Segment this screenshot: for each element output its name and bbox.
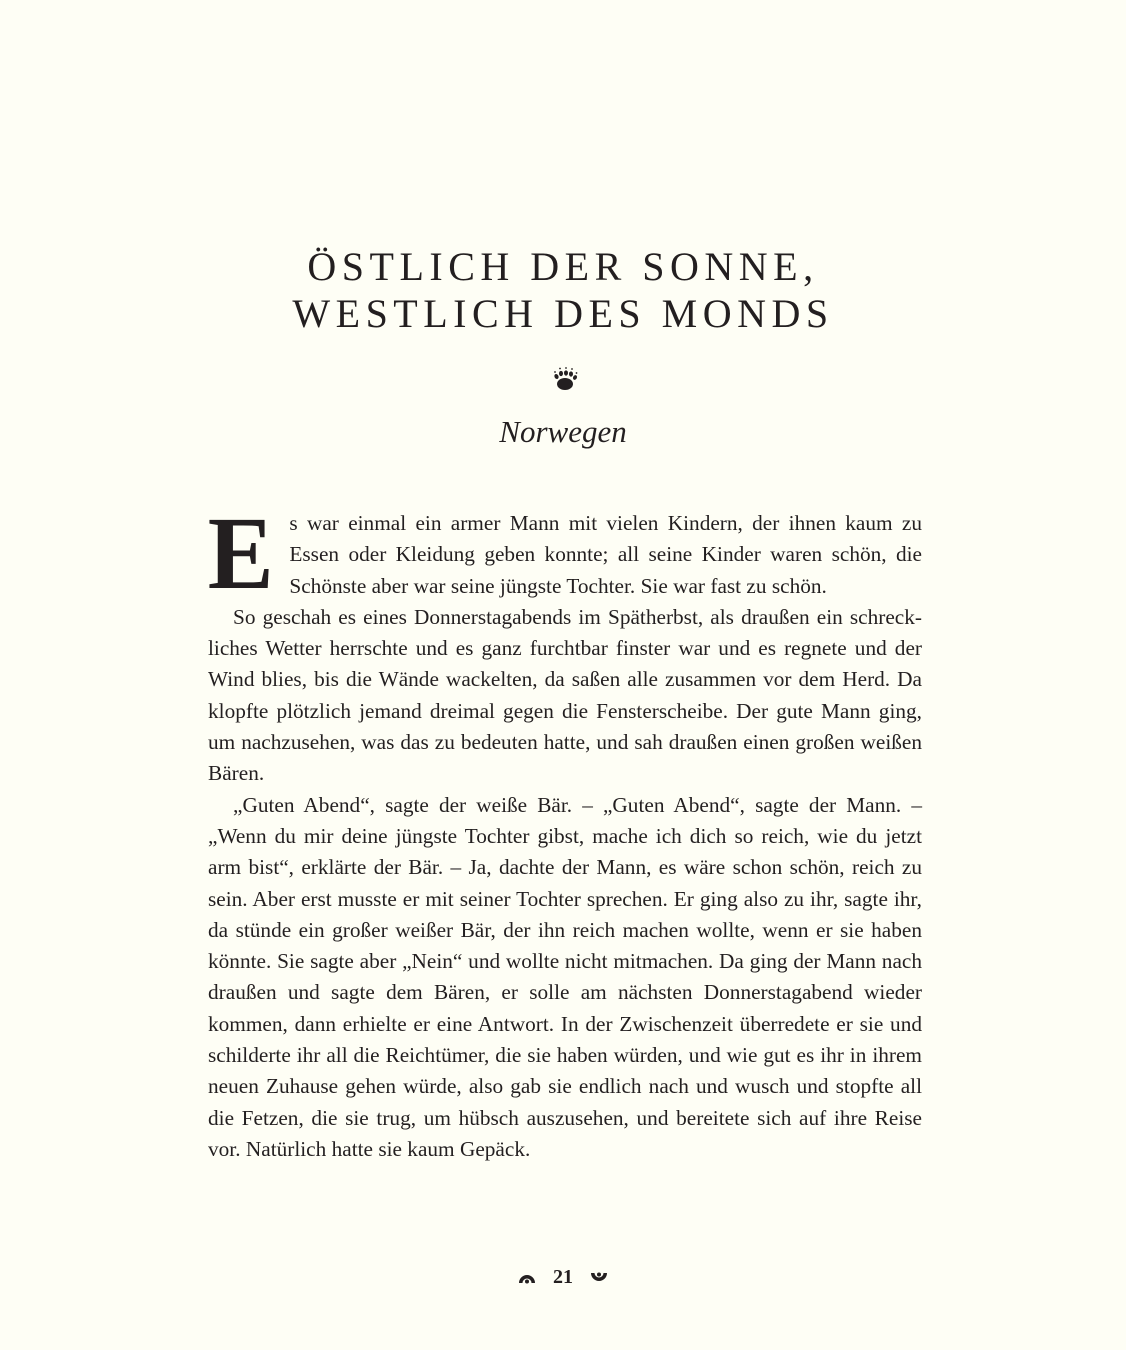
bear-paw-icon xyxy=(551,365,579,393)
paragraph-1 xyxy=(207,496,922,611)
paragraph-1-text: s war einmal ein armer Mann mit vielen Kindern, der ihnen kaum zu Essen oder Kleidung geben konnte; all seine Kinder waren schön, die Schönste aber war seine jüngste Tochter. Sie war fast zu schön. xyxy=(289,511,922,598)
paragraph-3: „Guten Abend“, sagte der weiße Bär. – „Guten Abend“, sagte der Mann. – „Wenn du mir deine jüngste Tochter gibst, mache ich dich so reich, wie du jetzt arm bist“, erklärte der Bär. – Ja, dachte der Mann, es wäre schon schön, reich zu sein. Aber erst musste er mit seiner Tochter sprechen. Er ging also zu ihr, sagte ihr, da stünde ein großer weißer Bär, der ihn reich machen wollte, wenn er sie haben könnte. Sie sagte aber „Nein“ und wollte nicht mitmachen. Da ging der Mann nach draußen und sagte dem Bären, er solle am nächsten Donnerstagabend wieder kommen, dann erhielte er eine Antwort. In der Zwischenzeit überredete er sie und schilderte ihr all die Reichtümer, die sie haben würden, und wie gut es ihr in ihrem neuen Zuhause gehen würde, also gab sie endlich nach und wusch und stopfte all die Fetzen, die sie trug, um hübsch auszusehen, und bereitete sich auf ihre Reise vor. Natürlich hatte sie kaum Gepäck. xyxy=(208,792,922,1161)
page-number: 21 xyxy=(553,1266,573,1288)
chapter-title-line-2: WESTLICH DES MONDS xyxy=(292,291,834,336)
arc-ornament-right-icon xyxy=(589,1270,609,1286)
dropcap: E xyxy=(207,496,274,611)
chapter-title xyxy=(0,243,1126,337)
page-footer xyxy=(0,1266,1126,1289)
arc-ornament-left-icon xyxy=(517,1271,537,1285)
body-text xyxy=(207,496,922,1165)
paragraph-2: So geschah es eines Donnerstagabends im Spätherbst, als draußen ein schreckliches Wetter herrschte und es ganz furchtbar finster war und es regnete und der Wind blies, bis die Wände wackelten, da saßen alle zusammen vor dem Herd. Da klopfte plötzlich jemand dreimal gegen die Fensterscheibe. Der gute Mann ging, um nachzusehen, was das zu bedeuten hatte, und sah draußen einen großen weißen Bären. xyxy=(208,604,922,786)
chapter-subtitle: Norwegen xyxy=(499,414,627,449)
chapter-title-line-1: ÖSTLICH DER SONNE, xyxy=(307,244,819,289)
